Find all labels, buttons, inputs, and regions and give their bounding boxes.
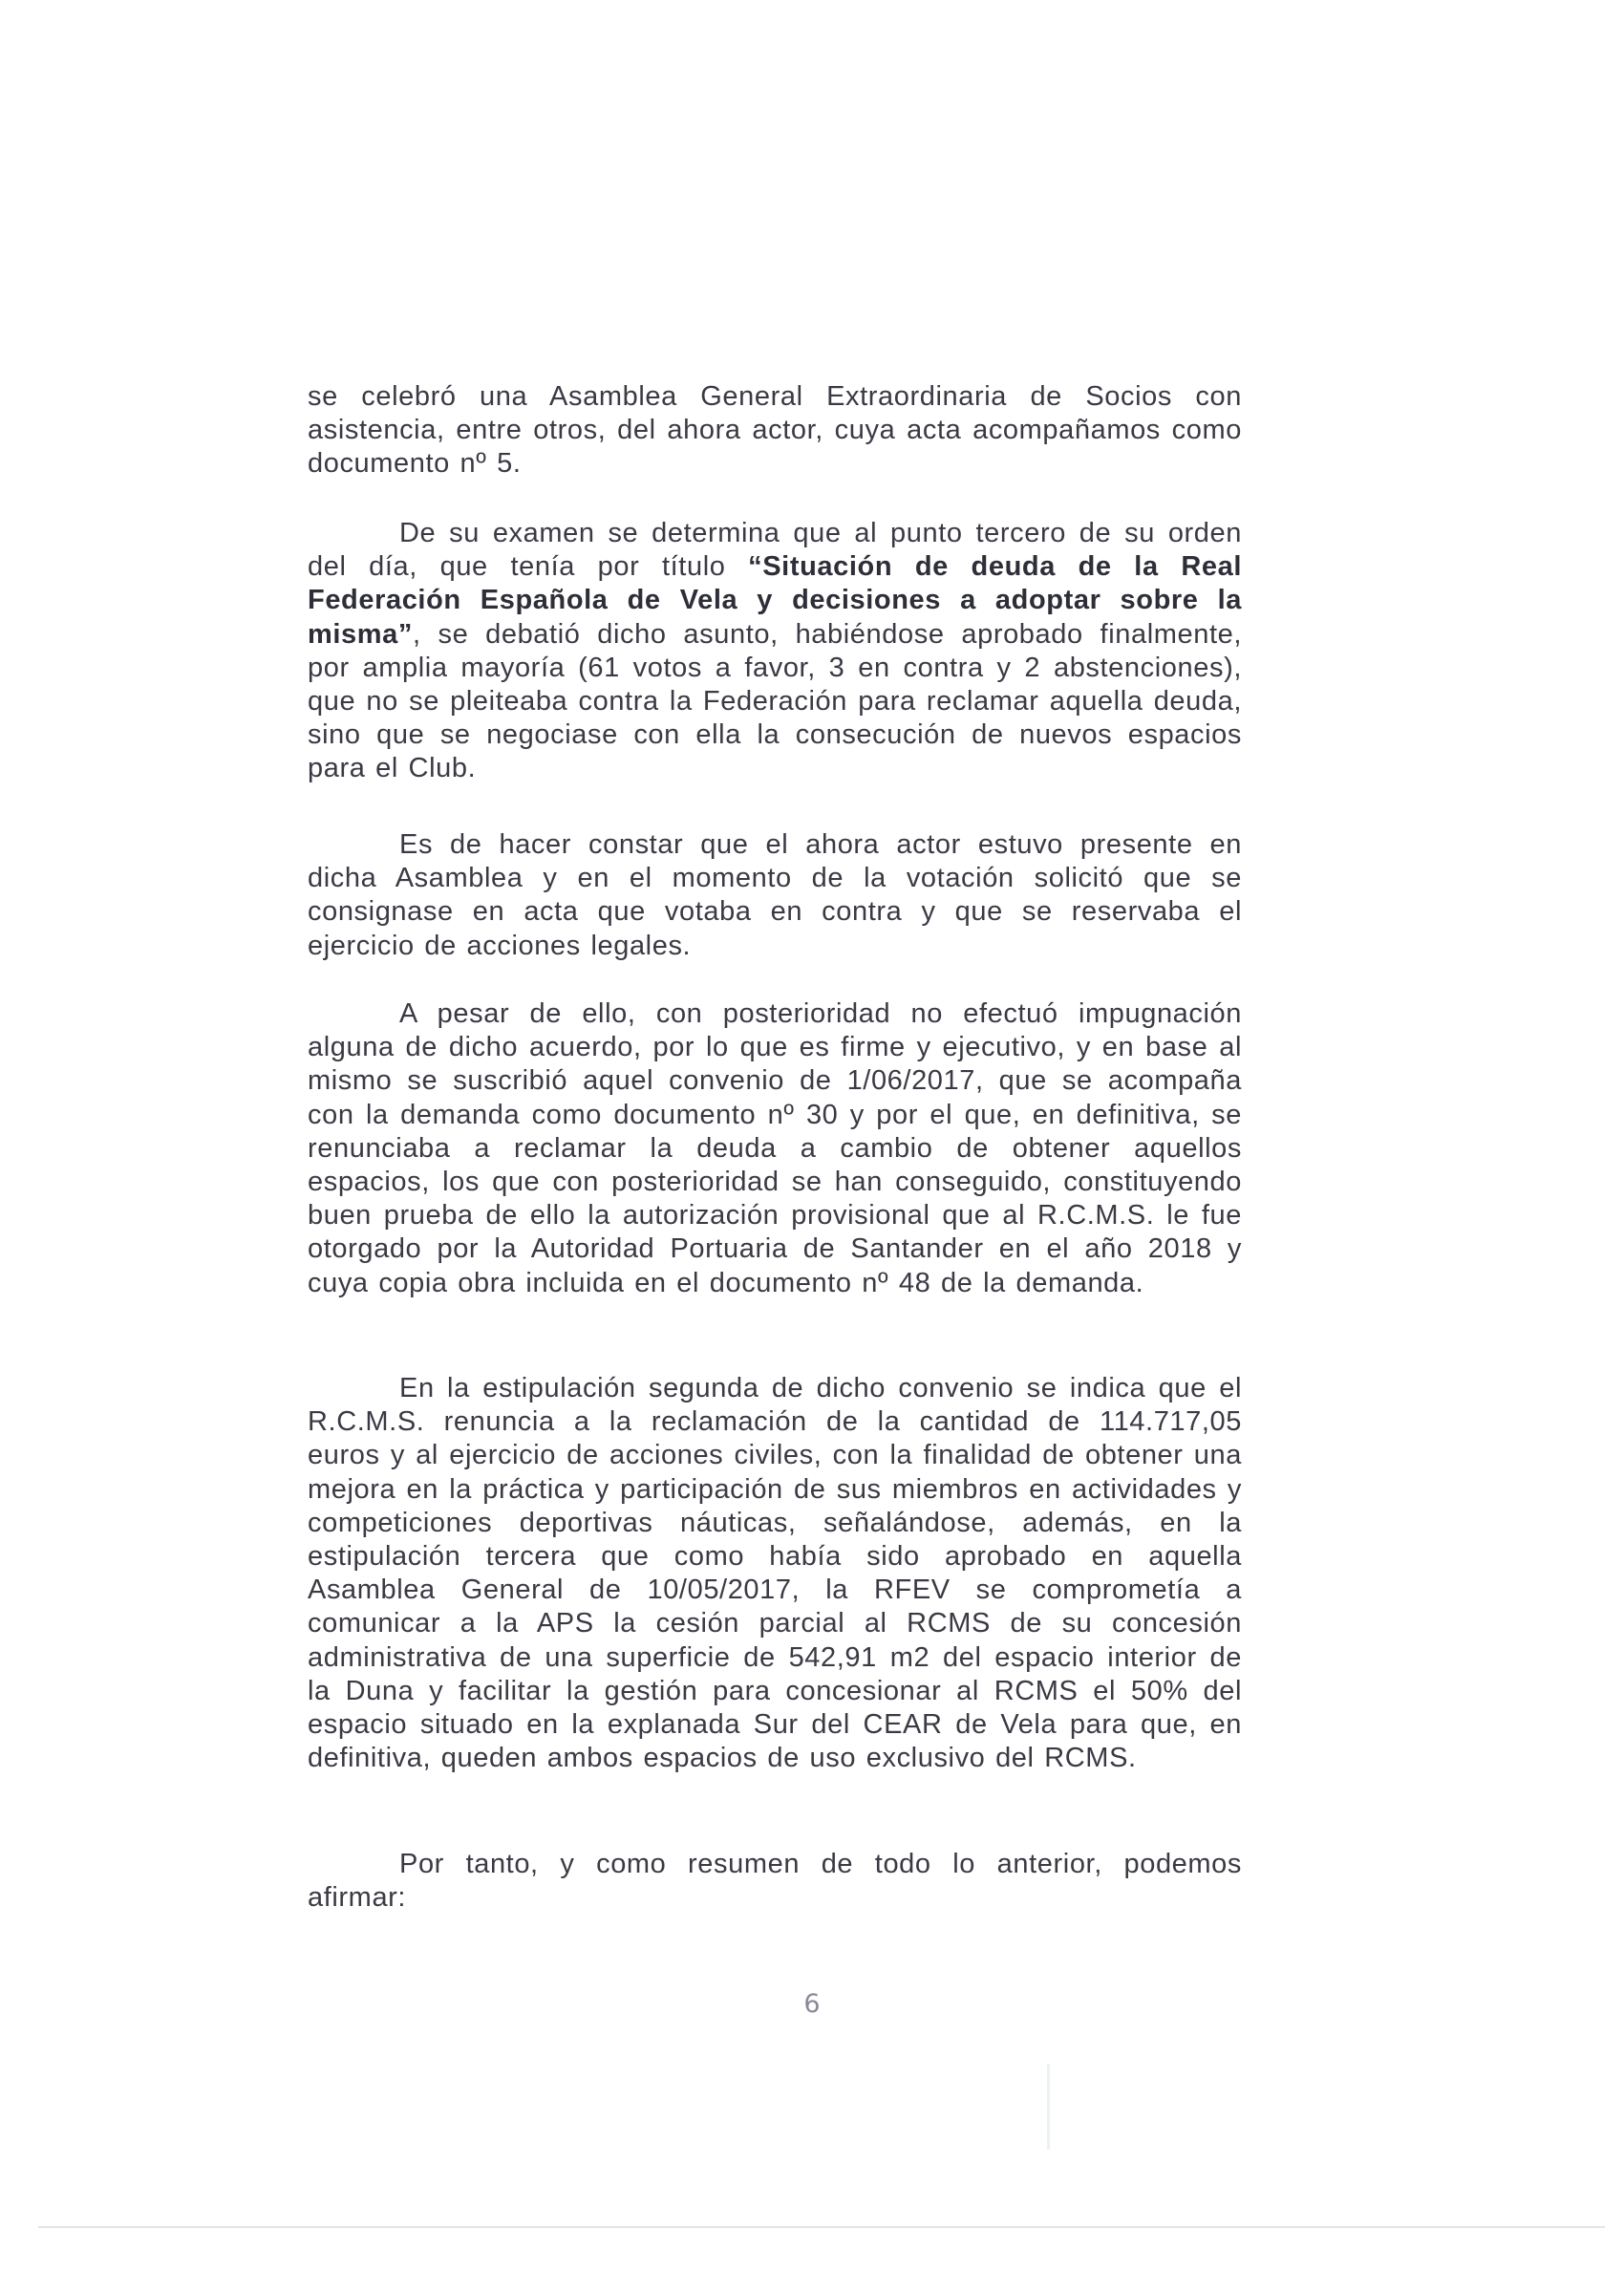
paragraph-3 <box>308 828 1242 963</box>
paragraph-6-text: Por tanto, y como resumen de todo lo anterior, podemos afirmar: <box>308 1849 1242 1914</box>
paragraph-1-text: se celebró una Asamblea General Extraordinaria de Socios con asistencia, entre otros, del ahora actor, cuya acta acompañamos como documento nº 5. <box>308 381 1242 480</box>
scan-artifact-line <box>38 2226 1605 2228</box>
paragraph-6 <box>308 1848 1242 1915</box>
paragraph-5-text: En la estipulación segunda de dicho convenio se indica que el R.C.M.S. renuncia a la reclamación de la cantidad de 114.717,05 euros y al ejercicio de acciones civiles, con la finalidad de obtener una mejora en la práctica y participación de sus miembros en actividades y competiciones deportivas náuticas, señalándose, además, en la estipulación tercera que como había sido aprobado en aquella Asamblea General de 10/05/2017, la RFEV se comprometía a comunicar a la APS la cesión parcial al RCMS de su concesión administrativa de una superficie de 542,91 m2 del espacio interior de la Duna y facilitar la gestión para concesionar al RCMS el 50% del espacio situado en la explanada Sur del CEAR de Vela para que, en definitiva, queden ambos espacios de uso exclusivo del RCMS. <box>308 1373 1242 1774</box>
page-number: 6 <box>803 1989 821 2019</box>
paragraph-4 <box>308 997 1242 1300</box>
scan-artifact-mark <box>1047 2064 1050 2150</box>
paragraph-2-text-b: , se debatió dicho asunto, habiéndose aprobado finalmente, por amplia mayoría (61 votos a favor, 3 en contra y 2 abstenciones), que no se pleiteaba contra la Federación para reclamar aquella deuda, sino que se negociase con ella la consecución de nuevos espacios para el Club. <box>308 618 1242 784</box>
paragraph-4-text: A pesar de ello, con posterioridad no efectuó impugnación alguna de dicho acuerdo, por lo que es firme y ejecutivo, y en base al mismo se suscribió aquel convenio de 1/06/2017, que se acompaña con la demanda como documento nº 30 y por el que, en definitiva, se renunciaba a reclamar la deuda a cambio de obtener aquellos espacios, los que con posterioridad se han conseguido, constituyendo buen prueba de ello la autorización provisional que al R.C.M.S. le fue otorgado por la Autoridad Portuaria de Santander en el año 2018 y cuya copia obra incluida en el documento nº 48 de la demanda. <box>308 998 1242 1298</box>
paragraph-5 <box>308 1372 1242 1775</box>
paragraph-2 <box>308 517 1242 786</box>
agenda-item-title: “Situación de deuda de la Real Federación Española de Vela y decisiones a adoptar sobre la misma” <box>308 551 1243 650</box>
paragraph-1 <box>308 380 1242 482</box>
paragraph-3-text: Es de hacer constar que el ahora actor estuvo presente en dicha Asamblea y en el momento de la votación solicitó que se consignase en acta que votaba en contra y que se reservaba el ejercicio de acciones legales. <box>308 829 1242 961</box>
paragraph-2-text-a: De su examen se determina que al punto tercero de su orden del día, que tenía por título <box>308 518 1242 583</box>
